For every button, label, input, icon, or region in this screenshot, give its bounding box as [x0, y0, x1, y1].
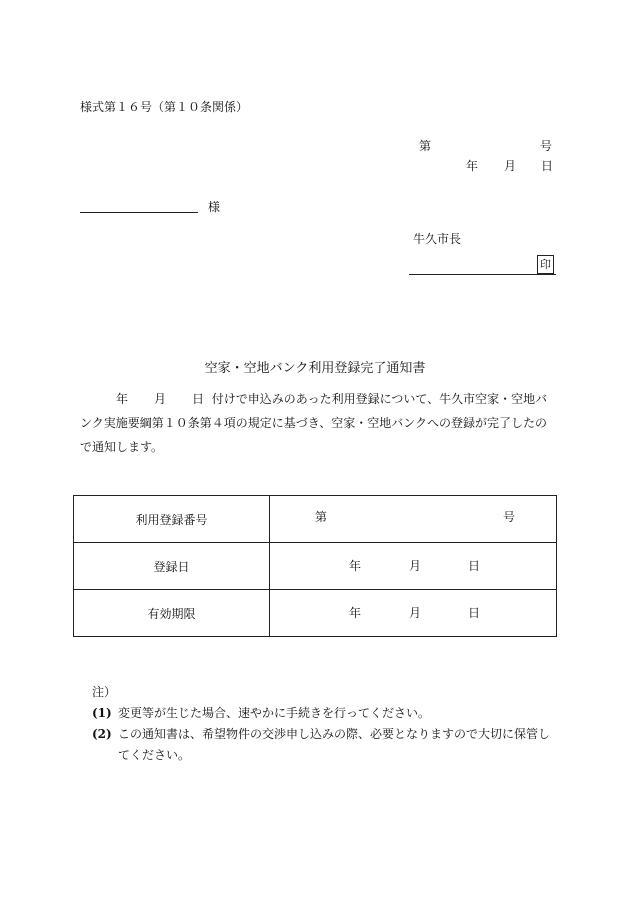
body-line1: 付けで申込みのあった利用登録について、牛久市空家・空地バ: [211, 392, 548, 406]
expiry-day: 日: [468, 606, 481, 620]
table-row: [74, 543, 557, 590]
expiry-month: 月: [409, 606, 422, 620]
body-line3: で通知します。: [80, 440, 164, 454]
note-item: [92, 724, 558, 766]
notice-body: [80, 387, 555, 459]
table-label-registration-number: 利用登録番号: [74, 496, 270, 543]
notes-section: [92, 682, 558, 766]
table-value-registration-date: [270, 543, 557, 590]
reg-date-year: 年: [349, 559, 362, 573]
body-year: 年: [116, 392, 129, 406]
reg-date-month: 月: [409, 559, 422, 573]
note-text: 変更等が生じた場合、速やかに手続きを行ってください。: [118, 706, 431, 720]
issuer-underline: [409, 274, 556, 275]
notes-heading: 注）: [92, 685, 117, 699]
table-row: [74, 590, 557, 637]
issue-date-day: 日: [541, 159, 554, 173]
reg-date-day: 日: [468, 559, 481, 573]
addressee-suffix: 様: [208, 200, 221, 214]
table-label-registration-date: 登録日: [74, 543, 270, 590]
body-line2: ンク実施要綱第１０条第４項の規定に基づき、空家・空地バンクへの登録が完了したの: [80, 416, 548, 430]
issue-date-year: 年: [466, 159, 479, 173]
note-number: (1): [92, 706, 112, 720]
body-month: 月: [154, 392, 167, 406]
table-label-expiry: 有効期限: [74, 590, 270, 637]
note-item: [92, 703, 558, 724]
form-number-label: 様式第１６号（第１０条関係）: [80, 100, 249, 114]
issuer-name: 牛久市長: [413, 232, 462, 246]
reg-number-prefix: 第: [315, 510, 328, 524]
expiry-year: 年: [349, 606, 362, 620]
registration-info-table: [73, 495, 557, 637]
table-value-expiry: [270, 590, 557, 637]
note-text: この通知書は、希望物件の交渉申し込みの際、必要となりますので大切に保管してください。: [118, 727, 551, 762]
note-number: (2): [92, 727, 112, 741]
document-title: 空家・空地バンク利用登録完了通知書: [204, 361, 426, 376]
seal-mark: 印: [537, 255, 554, 274]
issue-date-month: 月: [504, 159, 517, 173]
doc-number-prefix: 第: [419, 139, 432, 153]
body-day: 日: [192, 392, 205, 406]
table-row: [74, 496, 557, 543]
addressee-blank-line: [80, 212, 198, 213]
reg-number-suffix: 号: [503, 510, 516, 524]
doc-number-suffix: 号: [540, 139, 553, 153]
table-value-registration-number: [270, 496, 557, 543]
